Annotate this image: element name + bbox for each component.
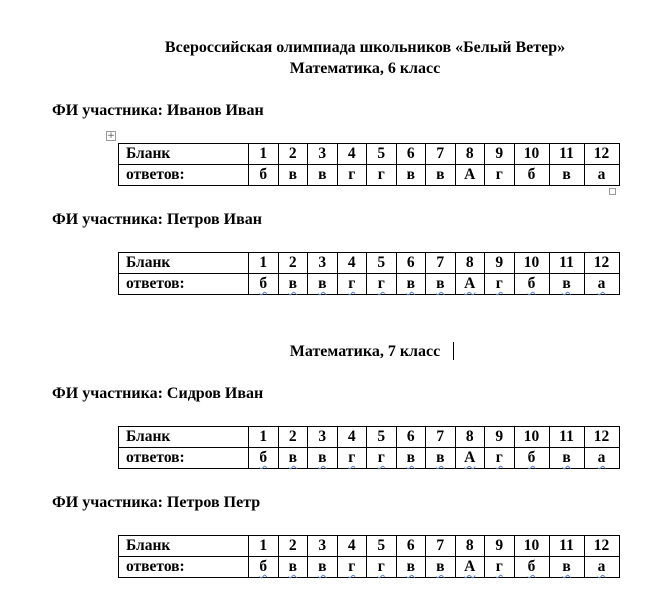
resize-icon[interactable] bbox=[609, 188, 616, 195]
question-number-cell: 9 bbox=[485, 427, 515, 448]
answer-cell[interactable] bbox=[549, 274, 584, 295]
question-number-cell: 8 bbox=[455, 253, 485, 274]
answer-cell[interactable] bbox=[455, 448, 485, 469]
question-number-cell: 1 bbox=[249, 144, 279, 165]
olympiad-title: Всероссийская олимпиада школьников «Белый Ветер» bbox=[164, 39, 566, 56]
answer-cell[interactable] bbox=[337, 274, 367, 295]
answer-cell[interactable] bbox=[514, 165, 549, 186]
answer-value: в bbox=[318, 558, 327, 575]
answer-cell[interactable] bbox=[278, 165, 308, 186]
question-number-cell: 1 bbox=[249, 536, 279, 557]
answer-cell[interactable] bbox=[308, 448, 338, 469]
subject-grade-7-heading: Математика, 7 класс bbox=[289, 343, 441, 360]
question-number-cell: 5 bbox=[367, 253, 397, 274]
question-number-cell: 3 bbox=[308, 144, 338, 165]
answer-cell[interactable] bbox=[367, 448, 397, 469]
sheet-label-line2: ответов: bbox=[119, 274, 249, 295]
question-number-cell: 5 bbox=[367, 536, 397, 557]
answer-value: б bbox=[259, 558, 268, 575]
answer-row bbox=[119, 165, 620, 186]
answer-cell[interactable] bbox=[426, 448, 456, 469]
question-number-cell: 2 bbox=[278, 144, 308, 165]
text-cursor bbox=[453, 342, 454, 360]
answer-value: г bbox=[348, 275, 356, 292]
question-number-cell: 10 bbox=[514, 427, 549, 448]
question-number-cell: 6 bbox=[396, 144, 426, 165]
answer-value: г bbox=[348, 449, 356, 466]
move-icon[interactable]: + bbox=[107, 131, 115, 141]
answer-value: г bbox=[348, 166, 356, 183]
question-number-cell: 12 bbox=[584, 536, 619, 557]
answer-value: в bbox=[436, 449, 445, 466]
answer-value: в bbox=[436, 558, 445, 575]
answer-cell[interactable] bbox=[337, 448, 367, 469]
answer-value: б bbox=[527, 449, 536, 466]
answer-value: г bbox=[377, 166, 385, 183]
answer-cell[interactable] bbox=[485, 274, 515, 295]
answer-cell[interactable] bbox=[337, 557, 367, 578]
answer-cell[interactable] bbox=[367, 274, 397, 295]
question-number-cell: 11 bbox=[549, 253, 584, 274]
sheet-label-line1: Бланк bbox=[119, 427, 249, 448]
question-number-cell: 2 bbox=[278, 536, 308, 557]
answer-cell[interactable] bbox=[549, 557, 584, 578]
answer-value: в bbox=[436, 275, 445, 292]
answer-value: г bbox=[348, 558, 356, 575]
answer-value: б bbox=[527, 558, 536, 575]
answer-cell[interactable] bbox=[584, 274, 619, 295]
question-number-cell: 5 bbox=[367, 427, 397, 448]
answer-cell[interactable] bbox=[426, 165, 456, 186]
answer-value: А bbox=[464, 166, 476, 183]
answer-cell[interactable] bbox=[549, 165, 584, 186]
subject-grade-6-heading: Математика, 6 класс bbox=[289, 60, 441, 77]
question-number-cell: 6 bbox=[396, 536, 426, 557]
answer-value: в bbox=[288, 166, 297, 183]
answer-value: б bbox=[527, 275, 536, 292]
question-number-cell: 8 bbox=[455, 427, 485, 448]
question-number-cell: 12 bbox=[584, 144, 619, 165]
answer-value: в bbox=[288, 449, 297, 466]
answer-value: г bbox=[495, 449, 503, 466]
question-number-cell: 3 bbox=[308, 253, 338, 274]
question-number-cell: 4 bbox=[337, 144, 367, 165]
answer-value: А bbox=[464, 449, 476, 466]
answer-value: в bbox=[562, 166, 571, 183]
answer-cell[interactable] bbox=[485, 557, 515, 578]
answer-value: г bbox=[377, 275, 385, 292]
question-number-cell: 11 bbox=[549, 536, 584, 557]
answer-cell[interactable] bbox=[337, 165, 367, 186]
sheet-label-line2: ответов: bbox=[119, 557, 249, 578]
participant-name-2: ФИ участника: Петров Иван bbox=[52, 211, 262, 228]
question-number-cell: 12 bbox=[584, 427, 619, 448]
participant-name-3: ФИ участника: Сидров Иван bbox=[52, 385, 264, 402]
answer-row bbox=[119, 557, 620, 578]
answer-cell[interactable] bbox=[367, 557, 397, 578]
answer-value: а bbox=[597, 166, 606, 183]
answer-cell[interactable] bbox=[396, 274, 426, 295]
answer-value: г bbox=[377, 558, 385, 575]
question-number-cell: 10 bbox=[514, 253, 549, 274]
question-number-row bbox=[119, 427, 620, 448]
answer-value: а bbox=[597, 558, 606, 575]
question-number-cell: 1 bbox=[249, 253, 279, 274]
answer-sheet-table bbox=[118, 535, 620, 578]
answer-value: в bbox=[562, 449, 571, 466]
question-number-cell: 8 bbox=[455, 536, 485, 557]
question-number-row bbox=[119, 253, 620, 274]
answer-cell[interactable] bbox=[514, 448, 549, 469]
question-number-cell: 11 bbox=[549, 144, 584, 165]
answer-value: г bbox=[377, 449, 385, 466]
sheet-label-line2: ответов: bbox=[119, 165, 249, 186]
question-number-cell: 2 bbox=[278, 253, 308, 274]
answer-value: в bbox=[318, 166, 327, 183]
answer-cell[interactable] bbox=[485, 165, 515, 186]
question-number-cell: 3 bbox=[308, 427, 338, 448]
answer-cell[interactable] bbox=[308, 165, 338, 186]
answer-value: в bbox=[318, 275, 327, 292]
answer-row bbox=[119, 274, 620, 295]
answer-cell[interactable] bbox=[278, 448, 308, 469]
question-number-cell: 4 bbox=[337, 536, 367, 557]
question-number-cell: 10 bbox=[514, 144, 549, 165]
answer-cell[interactable] bbox=[278, 557, 308, 578]
question-number-cell: 6 bbox=[396, 427, 426, 448]
question-number-cell: 6 bbox=[396, 253, 426, 274]
answer-cell[interactable] bbox=[367, 165, 397, 186]
answer-sheet-table bbox=[118, 426, 620, 469]
answer-value: в bbox=[436, 166, 445, 183]
answer-value: в bbox=[288, 275, 297, 292]
answer-cell[interactable] bbox=[549, 448, 584, 469]
answer-value: а bbox=[597, 449, 606, 466]
answer-cell[interactable] bbox=[426, 557, 456, 578]
participant-name-4: ФИ участника: Петров Петр bbox=[52, 494, 261, 511]
answer-value: в bbox=[406, 558, 415, 575]
question-number-cell: 4 bbox=[337, 427, 367, 448]
question-number-cell: 9 bbox=[485, 253, 515, 274]
question-number-cell: 9 bbox=[485, 144, 515, 165]
answer-value: А bbox=[464, 558, 476, 575]
answer-cell[interactable] bbox=[396, 557, 426, 578]
answer-cell[interactable] bbox=[396, 165, 426, 186]
question-number-cell: 1 bbox=[249, 427, 279, 448]
question-number-row bbox=[119, 144, 620, 165]
question-number-cell: 2 bbox=[278, 427, 308, 448]
answer-cell[interactable] bbox=[308, 557, 338, 578]
sheet-label-line1: Бланк bbox=[119, 536, 249, 557]
answer-sheet-table bbox=[118, 252, 620, 295]
answer-value: в bbox=[318, 449, 327, 466]
answer-value: в bbox=[406, 166, 415, 183]
answer-cell[interactable] bbox=[396, 448, 426, 469]
answer-value: в bbox=[562, 558, 571, 575]
sheet-label-line1: Бланк bbox=[119, 144, 249, 165]
answer-value: б bbox=[259, 449, 268, 466]
question-number-cell: 8 bbox=[455, 144, 485, 165]
answer-cell[interactable] bbox=[514, 274, 549, 295]
question-number-cell: 3 bbox=[308, 536, 338, 557]
answer-value: в bbox=[406, 449, 415, 466]
answer-cell[interactable] bbox=[249, 557, 279, 578]
participant-name-1: ФИ участника: Иванов Иван bbox=[52, 102, 264, 119]
answer-sheet-table bbox=[118, 143, 620, 186]
answer-cell[interactable] bbox=[485, 448, 515, 469]
answer-value: г bbox=[495, 558, 503, 575]
answer-row bbox=[119, 448, 620, 469]
question-number-cell: 12 bbox=[584, 253, 619, 274]
answer-cell[interactable] bbox=[455, 557, 485, 578]
question-number-cell: 7 bbox=[426, 536, 456, 557]
answer-cell[interactable] bbox=[278, 274, 308, 295]
answer-value: а bbox=[597, 275, 606, 292]
sheet-label-line1: Бланк bbox=[119, 253, 249, 274]
question-number-cell: 7 bbox=[426, 144, 456, 165]
answer-cell[interactable] bbox=[249, 274, 279, 295]
question-number-cell: 10 bbox=[514, 536, 549, 557]
answer-value: в bbox=[562, 275, 571, 292]
question-number-cell: 7 bbox=[426, 253, 456, 274]
answer-cell[interactable] bbox=[249, 448, 279, 469]
question-number-cell: 11 bbox=[549, 427, 584, 448]
answer-value: А bbox=[464, 275, 476, 292]
answer-cell[interactable] bbox=[249, 165, 279, 186]
answer-cell[interactable] bbox=[426, 274, 456, 295]
question-number-cell: 7 bbox=[426, 427, 456, 448]
answer-value: б bbox=[259, 166, 268, 183]
answer-value: в bbox=[288, 558, 297, 575]
answer-value: б bbox=[259, 275, 268, 292]
answer-value: в bbox=[406, 275, 415, 292]
answer-value: б bbox=[527, 166, 536, 183]
question-number-cell: 4 bbox=[337, 253, 367, 274]
question-number-row bbox=[119, 536, 620, 557]
answer-cell[interactable] bbox=[455, 165, 485, 186]
answer-cell[interactable] bbox=[584, 165, 619, 186]
answer-cell[interactable] bbox=[455, 274, 485, 295]
question-number-cell: 9 bbox=[485, 536, 515, 557]
answer-cell[interactable] bbox=[514, 557, 549, 578]
answer-value: г bbox=[495, 275, 503, 292]
question-number-cell: 5 bbox=[367, 144, 397, 165]
answer-value: г bbox=[495, 166, 503, 183]
answer-cell[interactable] bbox=[584, 557, 619, 578]
sheet-label-line2: ответов: bbox=[119, 448, 249, 469]
answer-cell[interactable] bbox=[584, 448, 619, 469]
answer-cell[interactable] bbox=[308, 274, 338, 295]
